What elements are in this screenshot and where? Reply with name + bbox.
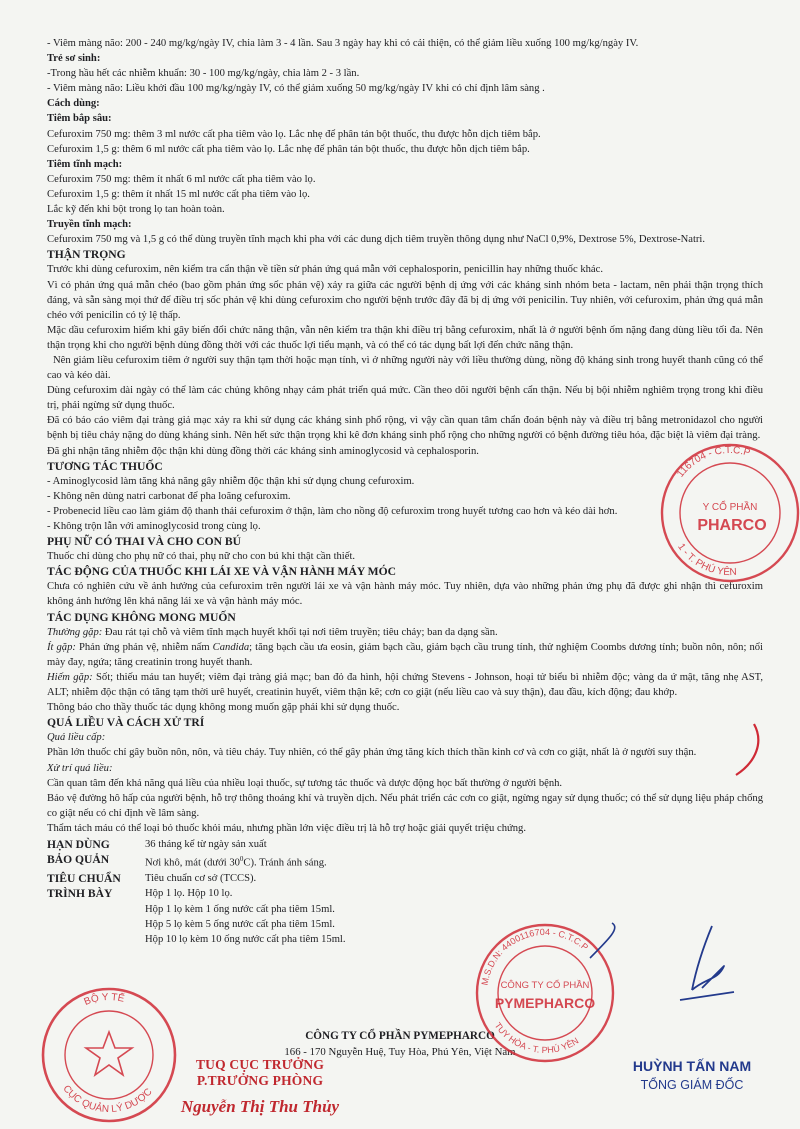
subheading <box>47 51 763 66</box>
info-value-text: Tiêu chuẩn cơ sở (TCCS). <box>145 873 257 885</box>
body-line <box>47 761 763 776</box>
line-text: TÁC ĐỘNG CỦA THUỐC KHI LÁI XE VÀ VẬN HÀNH MÁY MÓC <box>47 565 397 579</box>
body-line <box>47 323 763 353</box>
pen-stroke-icon <box>730 720 770 780</box>
line-text: Tiêm tĩnh mạch: <box>47 158 123 170</box>
line-text: Cefuroxim 750 mg: thêm 3 ml nước cất pha tiêm vào lọ. Lắc nhẹ để phân tán bột thuốc, thu được hỗn dịch tiêm bắp. <box>47 128 541 140</box>
line-text: Cần quan tâm đến khả năng quá liều của nhiều loại thuốc, sự tương tác thuốc và dược động học bất thường ở người bệnh. <box>47 777 563 789</box>
ministry-stamp <box>34 980 184 1129</box>
line-text: Cách dùng: <box>47 98 100 110</box>
body-line <box>47 791 763 821</box>
line-text: - Viêm màng não: Liều khởi đầu 100 mg/kg/ngày IV, có thể giảm xuống 50 mg/kg/ngày IV khi có chỉ định lâm sàng . <box>47 83 545 95</box>
company-stamp-bottom-icon <box>470 918 620 1068</box>
line-text: QUÁ LIỀU VÀ CÁCH XỬ TRÍ <box>47 716 205 730</box>
company-name: CÔNG TY CỔ PHẦN PYMEPHARCO <box>305 1030 495 1042</box>
line-text: Trẻ sơ sinh: <box>47 53 101 65</box>
svg-text:Y CỔ PHẦN: Y CỔ PHẦN <box>702 502 758 513</box>
body-line <box>47 36 763 51</box>
line-text: Tiêm bắp sâu: <box>47 113 112 125</box>
info-row <box>47 932 763 947</box>
body-line <box>47 66 763 81</box>
body-line <box>47 353 763 383</box>
section-heading <box>47 610 763 625</box>
body-line <box>47 172 763 187</box>
svg-text:CỤC QUẢN LÝ DƯỢC: CỤC QUẢN LÝ DƯỢC <box>60 1083 155 1116</box>
info-value <box>145 902 763 917</box>
info-value-text: Hộp 10 lọ kèm 10 ống nước cất pha tiêm 15ml. <box>145 934 346 946</box>
line-text: TÁC DỤNG KHÔNG MONG MUỐN <box>47 610 236 624</box>
section-heading <box>47 715 763 730</box>
italic-label: Quá liều cấp: <box>47 732 106 744</box>
info-row <box>47 871 763 886</box>
line-text: - Aminoglycosid làm tăng khả năng gây nhiễm độc thận khi sử dụng chung cefuroxim. <box>47 475 415 487</box>
line-text: Nên giảm liều cefuroxim tiêm ở người suy thận tạm thời hoặc mạn tính, vì ở những người này với liều thường dùng, nồng độ kháng sinh trong huyết thanh cũng có thể cao và kéo dài. <box>47 354 763 382</box>
info-value <box>145 837 763 852</box>
line-text: ; tăng bạch cầu ưa eosin, giảm bạch cầu, giảm bạch cầu trung tính, thử nghiệm Coombs dương tính; buồn nôn, nôn; nổi mày đay, ngứa; tăng creatinin trong huyết thanh. <box>47 641 763 668</box>
line-text: Sốt; thiếu máu tan huyết; viêm đại tràng giả mạc; ban đỏ đa hình, hội chứng Stevens - Johnson, hoại tử biểu bì nhiễm độc; vàng da ứ mật, tăng nhẹ AST, ALT; nhiễm độc thận có tăng tạm thời urê huyết, creatinin huyết, viêm thận kẽ; cơn co giật (nếu liều cao và suy thận), đau đầu, kích động; đau khớp. <box>47 671 763 699</box>
info-label: TIÊU CHUẨN <box>47 872 121 886</box>
director-signature-scribble <box>672 920 742 1010</box>
line-text: Cefuroxim 1,5 g: thêm ít nhất 15 ml nước cất pha tiêm vào lọ. <box>47 188 310 200</box>
info-label <box>47 932 145 947</box>
italic-label: Thường gặp: <box>47 626 103 638</box>
line-text: Cefuroxim 1,5 g: thêm 6 ml nước cất pha tiêm vào lọ. Lắc nhẹ để phân tán bột thuốc, thu được hỗn dịch tiêm bắp. <box>47 143 530 155</box>
info-value-text: 36 tháng kể từ ngày sản xuất <box>145 838 267 850</box>
italic-label: Xử trí quá liều: <box>47 762 113 774</box>
svg-text:PHARCO: PHARCO <box>697 517 767 534</box>
approval-title-2: P.TRƯỞNG PHÒNG <box>196 1073 324 1088</box>
line-text: - Probenecid liều cao làm giảm độ thanh thải cefuroxim ở thận, làm cho nồng độ cefuroxim trong huyết tương cao hơn và kéo dài hơn. <box>47 505 618 517</box>
body-line <box>47 670 763 700</box>
company-address: 166 - 170 Nguyễn Huệ, Tuy Hòa, Phú Yên, Việt Nam <box>284 1046 516 1058</box>
body-line <box>47 383 763 413</box>
svg-text:BỘ Y TẾ: BỘ Y TẾ <box>82 991 126 1008</box>
italic-label: Ít gặp: <box>47 641 76 653</box>
body-line <box>47 776 763 791</box>
line-text: - Không trộn lẫn với aminoglycosid trong cùng lọ. <box>47 521 261 532</box>
signature-icon <box>672 920 742 1010</box>
approval-signer-name: Nguyễn Thị Thu Thủy <box>180 1097 340 1116</box>
body-line <box>47 640 763 670</box>
degree-sup: 0 <box>239 855 244 864</box>
info-row <box>47 837 763 852</box>
director-role: TỔNG GIÁM ĐỐC <box>640 1078 744 1092</box>
body-line <box>47 730 763 745</box>
info-label: BẢO QUẢN <box>47 853 110 867</box>
section-heading <box>47 247 763 262</box>
svg-text:CÔNG TY CỔ PHẦN: CÔNG TY CỔ PHẦN <box>500 980 590 991</box>
body-line <box>47 127 763 142</box>
line-text: THẬN TRỌNG <box>47 248 126 262</box>
line-text: Phản ứng phản vệ, nhiễm nấm <box>75 641 213 653</box>
line-text: - Viêm màng não: 200 - 240 mg/kg/ngày IV, chia làm 3 - 4 lần. Sau 3 ngày hay khi có cải thiện, có thể giảm liều xuống 100 mg/kg/ngày IV. <box>47 38 639 49</box>
body-line <box>47 232 763 247</box>
line-text: - Không nên dùng natri carbonat để pha loãng cefuroxim. <box>47 490 291 502</box>
body-line <box>47 81 763 96</box>
subheading <box>47 217 763 232</box>
company-stamp-top-icon <box>648 438 800 588</box>
svg-text:TUY HÒA - T. PHÚ YÊN: TUY HÒA - T. PHÚ YÊN <box>492 1020 581 1056</box>
info-value-text: Hộp 1 lọ. Hộp 10 lọ. <box>145 888 233 900</box>
body-line <box>47 187 763 202</box>
line-text: Đã có báo cáo viêm đại tràng giả mạc xảy ra khi sử dụng các kháng sinh phổ rộng, vì vậy cần quan tâm chẩn đoán bệnh này và điều trị bằng metronidazol cho người bệnh bị tiêu chảy nặng do dùng kháng sinh. Nên hết sức thận trọng khi kê đơn kháng sinh phổ rộng cho những người có bệnh đường tiêu hóa, đặc biệt là viêm đại tràng. <box>47 415 763 442</box>
body-line <box>47 278 763 323</box>
info-value-text: C). Tránh ánh sáng. <box>243 857 327 869</box>
line-text: Cefuroxim 750 mg và 1,5 g có thể dùng truyền tĩnh mạch khi pha với các dung dịch tiêm truyền thông dụng như NaCl 0,9%, Dextrose 5%, Dextrose-Natri. <box>47 234 706 246</box>
info-value <box>145 917 763 932</box>
info-value-text: Nơi khô, mát (dưới 30 <box>145 857 240 869</box>
line-text: Thuốc chỉ dùng cho phụ nữ có thai, phụ nữ cho con bú khi thật cần thiết. <box>47 551 356 563</box>
subheading <box>47 111 763 126</box>
body-line <box>47 745 763 760</box>
company-stamp-top <box>648 438 800 588</box>
body-line <box>47 700 763 715</box>
product-info-table <box>47 837 763 948</box>
svg-text:M.S.D.N: 4400116704 - C.T.C.P: M.S.D.N: 4400116704 - C.T.C.P <box>479 926 591 987</box>
approval-title-1: TUQ CỤC TRƯỞNG <box>195 1057 325 1072</box>
info-row <box>47 917 763 932</box>
subheading <box>47 157 763 172</box>
info-value <box>145 871 763 886</box>
line-text: Bảo vệ đường hô hấp của người bệnh, hỗ trợ thông thoáng khí và truyền dịch. Nếu phát triển các cơn co giật, ngừng ngay sử dụng thuốc; có thể sử dụng liệu pháp chống co giật nếu có chỉ định về lâm sàng. <box>47 792 763 819</box>
info-value-text: Hộp 1 lọ kèm 1 ống nước cất pha tiêm 15ml. <box>145 903 335 915</box>
line-text: Đã ghi nhận tăng nhiễm độc thận khi dùng đồng thời các kháng sinh aminoglycosid và cephalosporin. <box>47 445 479 457</box>
line-text: Cefuroxim 750 mg: thêm ít nhất 6 ml nước cất pha tiêm vào lọ. <box>47 173 316 185</box>
line-text: Dùng cefuroxim dài ngày có thể làm các chủng không nhạy cảm phát triển quá mức. Cần theo dõi người bệnh cẩn thận. Nếu bị bội nhiễm nghiêm trọng trong khi điều trị, phải ngừng sử dụng thuốc. <box>47 385 763 412</box>
line-text: Phần lớn thuốc chỉ gây buồn nôn, nôn, và tiêu chảy. Tuy nhiên, có thể gây phản ứng tăng kích thích thần kinh cơ và cơn co giật, nhất là ở người suy thận. <box>47 747 697 759</box>
info-value <box>145 886 763 901</box>
line-text: TƯƠNG TÁC THUỐC <box>47 459 163 473</box>
body-line <box>47 202 763 217</box>
ministry-stamp-icon <box>34 980 184 1129</box>
director-signature-block <box>612 1056 772 1094</box>
line-text: Trước khi dùng cefuroxim, nên kiểm tra cẩn thận về tiền sử phản ứng quá mẫn với cephalosporin, penicillin hay những thuốc khác. <box>47 264 603 276</box>
info-value-text: Hộp 5 lọ kèm 5 ống nước cất pha tiêm 15ml. <box>145 918 335 930</box>
svg-text:PYMEPHARCO: PYMEPHARCO <box>494 995 596 1011</box>
info-label: TRÌNH BÀY <box>47 887 113 901</box>
line-text: Thẩm tách máu có thể loại bỏ thuốc khỏi máu, nhưng phần lớn việc điều trị là hỗ trợ hoặc giải quyết triệu chứng. <box>47 822 526 834</box>
red-pen-mark <box>730 720 770 780</box>
line-text: Thông báo cho thầy thuốc tác dụng không mong muốn gặp phải khi sử dụng thuốc. <box>47 702 400 714</box>
body-line <box>47 821 763 836</box>
info-row <box>47 902 763 917</box>
line-text: Lắc kỹ đến khi bột trong lọ tan hoàn toàn. <box>47 204 225 216</box>
line-text: Truyền tĩnh mạch: <box>47 219 132 231</box>
line-text: -Trong hầu hết các nhiễm khuẩn: 30 - 100 mg/kg/ngày, chia làm 2 - 3 lần. <box>47 68 360 80</box>
line-text: Đau rát tại chỗ và viêm tĩnh mạch huyết khối tại nơi tiêm truyền; tiêu chảy; ban da dạng sần. <box>102 626 498 638</box>
svg-text:116704 - C.T.C.P: 116704 - C.T.C.P <box>675 444 752 480</box>
body-line <box>47 262 763 277</box>
info-value <box>145 852 763 871</box>
svg-text:1 - T. PHÚ YÊN: 1 - T. PHÚ YÊN <box>675 541 738 579</box>
italic-label: Hiếm gặp: <box>47 671 93 683</box>
body-line <box>47 625 763 640</box>
info-label <box>47 917 145 932</box>
body-line <box>47 142 763 157</box>
line-text: Mặc dầu cefuroxim hiếm khi gây biến đổi chức năng thận, vẫn nên kiểm tra thận khi điều trị bằng cefuroxim, nhất là ở người bệnh ốm nặng đang dùng liều tối đa. Nên thận trọng khi cho người bệnh dùng đồng thời với các thuốc lợi tiểu mạnh, và có thể có tác dụng bất lợi đến chức năng thận. <box>47 324 763 351</box>
info-value <box>145 932 763 947</box>
subheading <box>47 96 763 111</box>
info-label <box>47 902 145 917</box>
info-row <box>47 886 763 901</box>
info-label: HẠN DÙNG <box>47 837 110 851</box>
info-row <box>47 852 763 871</box>
director-name: HUỲNH TẤN NAM <box>632 1058 752 1074</box>
company-stamp-bottom <box>470 918 620 1068</box>
line-text: PHỤ NỮ CÓ THAI VÀ CHO CON BÚ <box>47 535 241 549</box>
line-text: Chưa có nghiên cứu về ảnh hưởng của cefuroxim trên người lái xe và vận hành máy móc. Tuy nhiên, dựa vào những phản ứng phụ đã được ghi nhận thì cefuroxim không ảnh hưởng lên khả năng lái xe và vận hành máy móc. <box>47 581 763 608</box>
line-text: Vì có phản ứng quá mẫn chéo (bao gồm phản ứng sốc phản vệ) xảy ra giữa các người bệnh dị ứng với các kháng sinh nhóm beta - lactam, nên phải thận trọng thích đáng, và sẵn sàng mọi thứ để điều trị sốc phản vệ khi dùng cefuroxim cho người bệnh trước đây đã bị dị ứng với penicilin. Tuy nhiên, với cefuroxim, phản ứng quá mẫn chéo với penicilin có tỷ lệ thấp. <box>47 279 763 321</box>
italic-term: Candida <box>212 641 250 653</box>
